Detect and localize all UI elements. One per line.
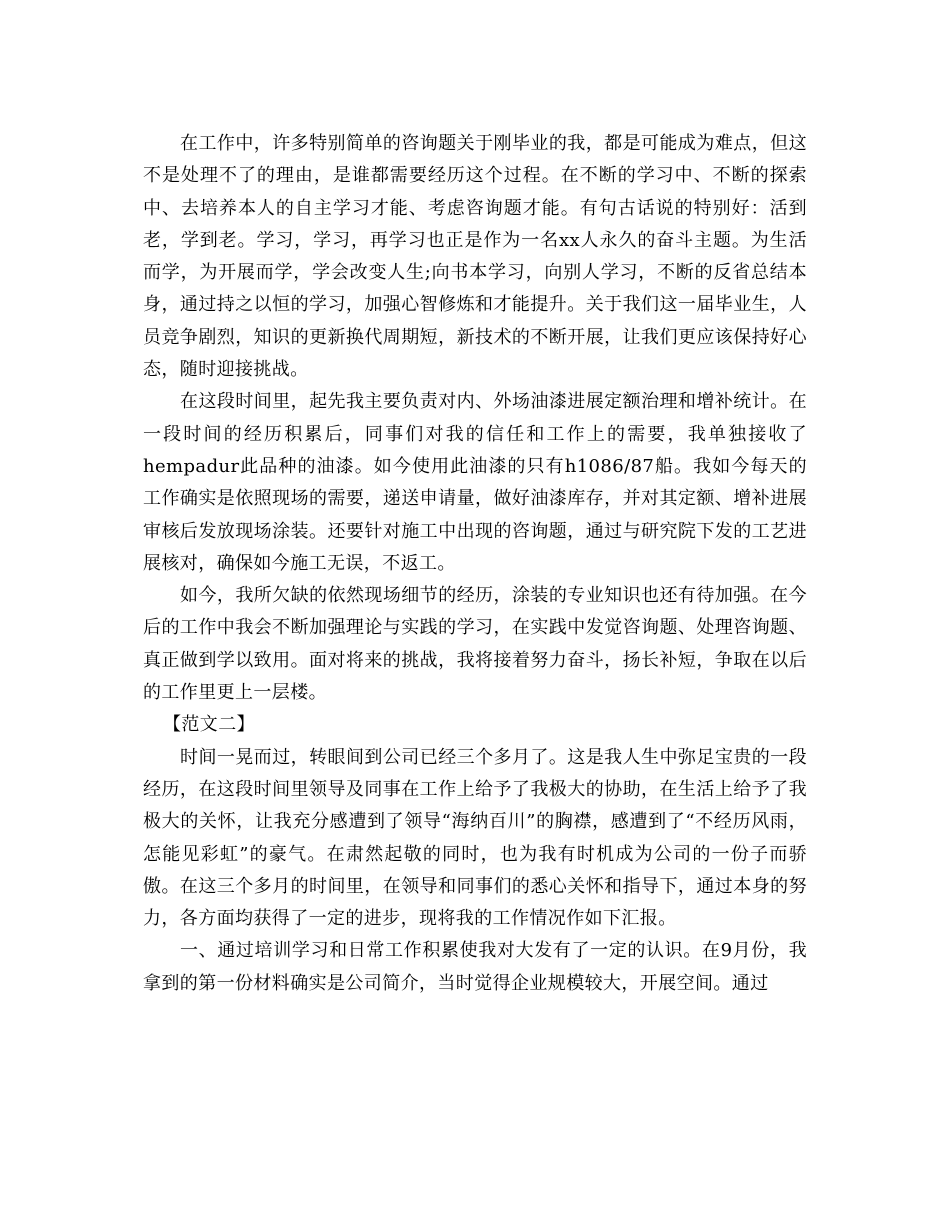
paragraph-5: 一、通过培训学习和日常工作积累使我对大发有了一定的认识。在9月份，我拿到的第一份材料确实是公司简介，当时觉得企业规模较大，开展空间。通过 [143, 940, 807, 994]
document-body [143, 128, 807, 1000]
paragraph-3: 如今，我所欠缺的依然现场细节的经历，涂装的专业知识也还有待加强。在今后的工作中我会不断加强理论与实践的学习，在实践中发觉咨询题、处理咨询题、真正做到学以致用。面对将来的挑战，我将接着努力奋斗，扬长补短，争取在以后的工作里更上一层楼。 [143, 585, 807, 704]
paragraph-4: 时间一晃而过，转眼间到公司已经三个多月了。这是我人生中弥足宝贵的一段经历，在这段时间里领导及同事在工作上给予了我极大的协助，在生活上给予了我极大的关怀，让我充分感遭到了领导“海纳百川”的胸襟，感遭到了“不经历风雨，怎能见彩虹”的豪气。在肃然起敬的同时，也为我有时机成为公司的一份子而骄傲。在这三个多月的时间里，在领导和同事们的悉心关怀和指导下，通过本身的努力，各方面均获得了一定的进步，现将我的工作情况作如下汇报。 [143, 746, 807, 930]
section-heading: 【范文二】 [163, 714, 255, 736]
paragraph-1: 在工作中，许多特别简单的咨询题关于刚毕业的我，都是可能成为难点，但这不是处理不了的理由，是谁都需要经历这个过程。在不断的学习中、不断的探索中、去培养本人的自主学习才能、考虑咨询题才能。有句古话说的特别好：活到老，学到老。学习，学习，再学习也正是作为一名xx人永久的奋斗主题。为生活而学，为开展而学，学会改变人生;向书本学习，向别人学习，不断的反省总结本身，通过持之以恒的学习，加强心智修炼和才能提升。关于我们这一届毕业生，人员竞争剧烈，知识的更新换代周期短，新技术的不断开展，让我们更应该保持好心态，随时迎接挑战。 [143, 133, 807, 381]
paragraph-2: 在这段时间里，起先我主要负责对内、外场油漆进展定额治理和增补统计。在一段时间的经历积累后，同事们对我的信任和工作上的需要，我单独接收了hempadur此品种的油漆。如今使用此油漆的只有h1086/87船。我如今每天的工作确实是依照现场的需要，递送申请量，做好油漆库存，并对其定额、增补进展审核后发放现场涂装。还要针对施工中出现的咨询题，通过与研究院下发的工艺进展核对，确保如今施工无误，不返工。 [143, 391, 807, 574]
